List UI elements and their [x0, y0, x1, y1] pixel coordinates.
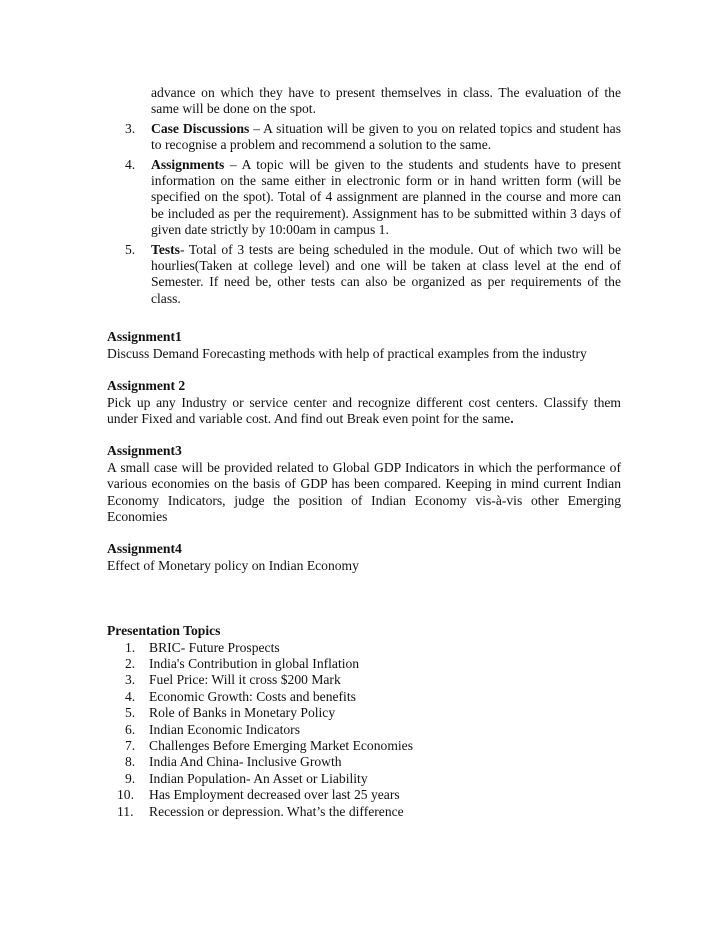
assignment-text-wrap	[107, 395, 621, 428]
topic-text: Has Employment decreased over last 25 years	[149, 787, 400, 803]
continuation-text: advance on which they have to present themselves in class. The evaluation of the same will be done on the spot.	[151, 85, 621, 117]
list-item	[107, 771, 621, 787]
topic-text: Role of Banks in Monetary Policy	[149, 705, 336, 721]
list-number: 4.	[125, 156, 136, 172]
assignment-3	[107, 443, 621, 525]
presentation-topics	[107, 623, 621, 820]
list-number: 5.	[125, 705, 136, 721]
list-item	[107, 787, 621, 803]
topic-text: Fuel Price: Will it cross $200 Mark	[149, 672, 341, 688]
topic-text: Recession or depression. What’s the difference	[149, 803, 404, 819]
list-number: 4.	[125, 688, 136, 704]
topic-text: Challenges Before Emerging Market Economies	[149, 738, 413, 753]
assignment-text: A small case will be provided related to Global GDP Indicators in which the performance of various economies on the basis of GDP has been compared. Keeping in mind current Indian Economy Indicators, judge the position of Indian Economy vis-à-vis other Emerging Economies	[107, 459, 621, 524]
list-item	[107, 738, 621, 754]
method-term: Assignments	[151, 156, 225, 172]
list-number: 8.	[125, 754, 136, 770]
assignment-text: Pick up any Industry or service center and recognize different cost centers. Classify them under Fixed and variable cost. And find out Break even point for the same	[107, 394, 621, 426]
list-number: 6.	[125, 721, 136, 737]
list-number: 3.	[125, 120, 136, 136]
document-page	[107, 85, 621, 820]
list-number: 9.	[125, 770, 136, 786]
method-term: Tests	[151, 241, 180, 257]
list-number: 3.	[125, 672, 136, 688]
topic-text: Indian Economic Indicators	[149, 721, 300, 737]
assignment-title: Assignment3	[107, 443, 182, 459]
method-description: - Total of 3 tests are being scheduled in the module. Out of which two will be hourlies(Taken at college level) and one will be taken at class level at the end of Semester. If need be, other tests can also be organized as per requirements of the class.	[151, 241, 621, 306]
list-item	[107, 121, 621, 154]
topic-text: India's Contribution in global Inflation	[149, 655, 360, 671]
list-number: 1.	[125, 639, 136, 655]
method-term: Case Discussions	[151, 120, 250, 136]
topic-text: India And China- Inclusive Growth	[149, 754, 342, 770]
assignment-2	[107, 378, 621, 427]
topics-list	[107, 640, 621, 820]
topic-text: Indian Population- An Asset or Liability	[149, 770, 368, 786]
list-number: 10.	[117, 787, 134, 803]
list-item	[107, 672, 621, 688]
assignment-title: Assignment 2	[107, 378, 186, 394]
list-item	[107, 242, 621, 308]
list-number: 2.	[125, 655, 136, 671]
list-number: 7.	[125, 738, 136, 753]
method-description: – A topic will be given to the students and students have to present information on the same either in electronic form or in hand written form (will be specified on the spot). Total of 4 assignment are planned in the course and more can be included as per the requirement). Assignment has to be submitted within 3 days of given date strictly by 10:00am in campus 1.	[151, 156, 621, 238]
topic-text: Economic Growth: Costs and benefits	[149, 688, 356, 704]
topic-text: BRIC- Future Prospects	[149, 639, 280, 655]
assignment-1	[107, 329, 621, 362]
list-item	[107, 689, 621, 705]
list-item	[107, 754, 621, 770]
assignment-title: Assignment4	[107, 541, 182, 557]
assignment-bold-tail: .	[510, 410, 514, 426]
list-item	[107, 804, 621, 820]
assignment-text: Discuss Demand Forecasting methods with help of practical examples from the industry	[107, 345, 587, 361]
presentation-title: Presentation Topics	[107, 623, 221, 639]
evaluation-methods-list	[107, 121, 621, 307]
list-item	[107, 656, 621, 672]
list-number: 5.	[125, 241, 136, 257]
method-description: – A situation will be given to you on related topics and student has to recognise a problem and recommend a solution to the same.	[151, 120, 621, 153]
assignment-text: Effect of Monetary policy on Indian Economy	[107, 557, 359, 573]
list-item	[107, 705, 621, 721]
assignment-title: Assignment1	[107, 329, 182, 345]
list-item	[107, 722, 621, 738]
assignment-4	[107, 541, 621, 574]
list-item	[107, 157, 621, 239]
list-number: 11.	[117, 803, 134, 819]
list-item	[107, 640, 621, 656]
